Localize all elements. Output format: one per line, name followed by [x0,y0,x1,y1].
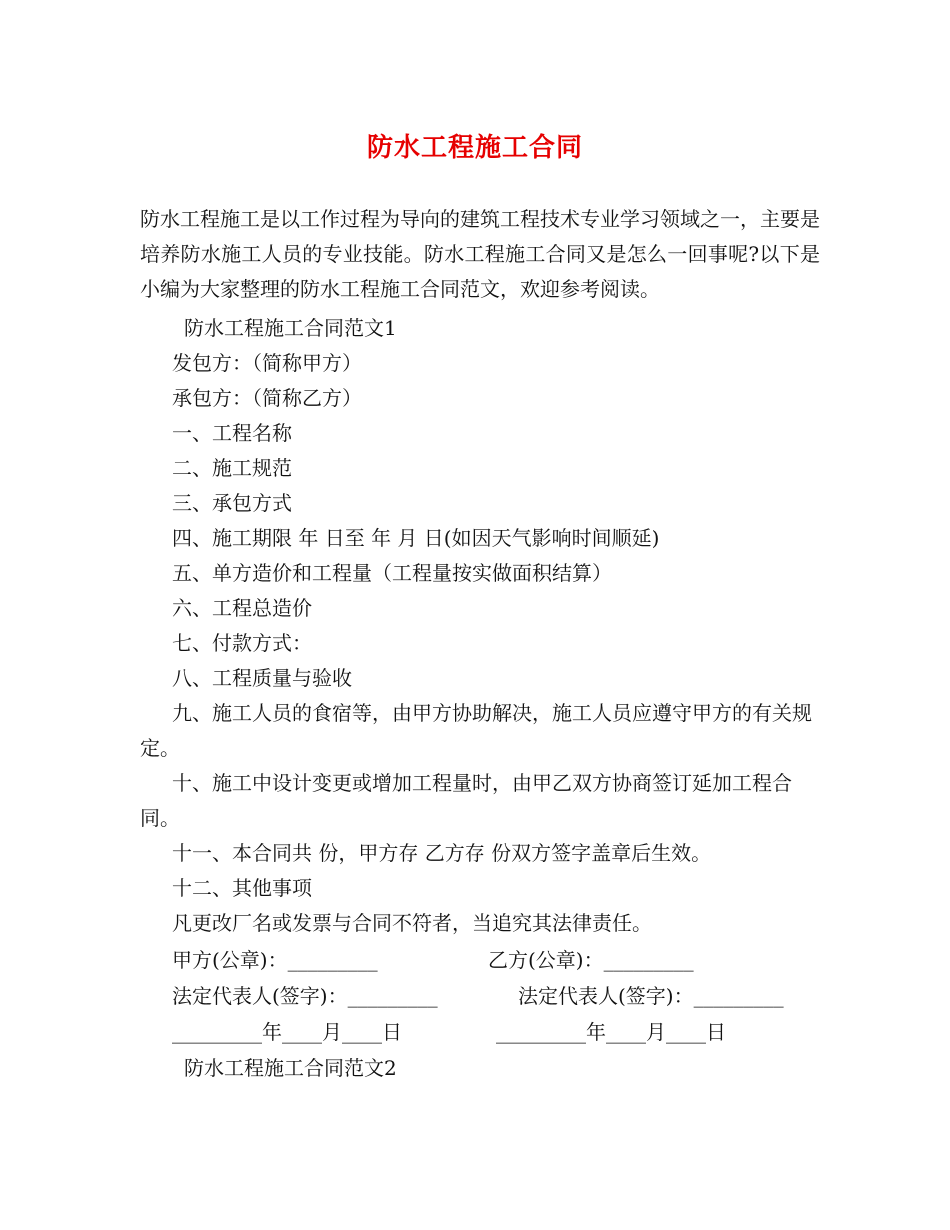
clause-2: 二、施工规范 [172,456,292,480]
party-b-line: 承包方：（简称乙方） [172,386,362,410]
document-title: 防水工程施工合同 [366,133,583,163]
clause-9: 九、施工人员的食宿等，由甲方协助解决，施工人员应遵守甲方的有关规定。 [140,701,812,760]
party-a-line: 发包方：（简称甲方） [172,351,362,375]
clause-10: 十、施工中设计变更或增加工程量时，由甲乙双方协商签订延加工程合同。 [140,771,792,830]
other-note: 凡更改厂名或发票与合同不符者，当追究其法律责任。 [172,911,652,935]
clause-11: 十一、本合同共 份，甲方存 乙方存 份双方签字盖章后生效。 [172,841,712,865]
clause-1: 一、工程名称 [172,421,292,445]
party-b-date: _________年____月____日 [496,1020,726,1044]
intro-text: 防水工程施工是以工作过程为导向的建筑工程技术专业学习领域之一，主要是培养防水施工人员的专业技能。防水工程施工合同又是怎么一回事呢?以下是小编为大家整理的防水工程施工合同范文，欢迎参考阅读。 [140,207,820,301]
clause-6: 六、工程总造价 [172,596,312,620]
party-a-date: _________年____月____日 [172,1020,402,1044]
party-b-representative: 法定代表人(签字)：_________ [518,984,784,1008]
clause-7: 七、付款方式： [172,631,312,655]
party-a-seal: 甲方(公章)：_________ [172,948,378,972]
sample2-heading: 防水工程施工合同范文2 [184,1056,397,1080]
clause-12: 十二、其他事项 [172,876,312,900]
clause-5: 五、单方造价和工程量（工程量按实做面积结算） [172,561,612,585]
party-a-representative: 法定代表人(签字)：_________ [172,984,438,1008]
clause-4: 四、施工期限 年 日至 年 月 日(如因天气影响时间顺延) [172,526,660,550]
intro-paragraph [140,202,820,307]
party-b-seal: 乙方(公章)：_________ [488,948,694,972]
clause-8: 八、工程质量与验收 [172,666,352,690]
clause-3: 三、承包方式 [172,491,292,515]
sample1-heading: 防水工程施工合同范文1 [184,316,397,340]
